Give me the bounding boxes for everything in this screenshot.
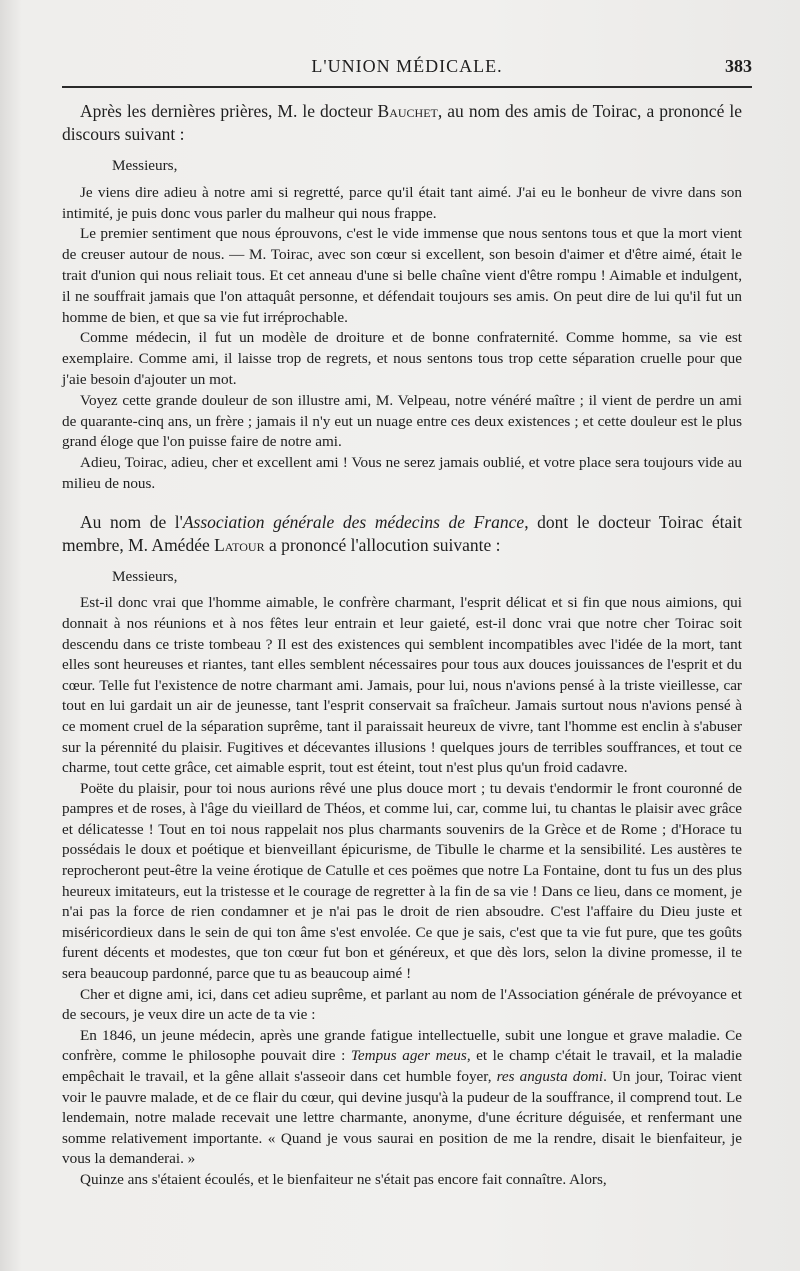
salutation: Messieurs, [112,567,178,585]
paragraph: Quinze ans s'étaient écoulés, et le bienfaiteur ne s'était pas encore fait connaître. Alors, [80,1170,607,1188]
speaker-name: Bauchet [377,101,438,121]
intro-text: Après les dernières prières, M. le docteur [80,101,378,121]
section-bauchet-speech [62,100,742,495]
speaker-name: Latour [214,534,265,555]
paragraph: Je viens dire adieu à notre ami si regretté, parce qu'il était tant aimé. J'ai eu le bonheur de vivre dans son intimité, je puis donc vous parler du malheur qui nous frappe. [62,183,742,222]
paragraph: Adieu, Toirac, adieu, cher et excellent ami ! Vous ne serez jamais oublié, et votre place sera toujours vide au milieu de nous. [62,454,742,492]
running-title: L'UNION MÉDICALE. [311,56,503,76]
intro-text: a prononcé l'allocution suivante : [264,534,501,555]
latin-quote: res angusta domi [496,1068,604,1085]
section-intro [62,511,742,557]
section-latour-speech [62,511,742,1191]
paragraph-text: . Un jour, Toirac vient voir le pauvre malade, et de ce flair du cœur, qui devine jusqu'à la pudeur de la souffrance, il comprend tout. Le lendemain, notre malade recevait une lettre charmante, anonyme, d'une écriture déguisée, et renfermant une somme relativement importante. « Quand je vous saurai en position de me la rendre, disait le bienfaiteur, je vous la demanderai. » [62,1068,742,1168]
association-name: Association générale des médecins de France [182,511,525,532]
salutation: Messieurs, [112,157,178,174]
page-header [62,56,752,82]
intro-text: Au nom de l' [80,511,183,532]
paragraph: Poëte du plaisir, pour toi nous aurions rêvé une plus douce mort ; tu devais t'endormir le front couronné de pampres et de roses, à l'âge du vieillard de Théos, et comme lui, car, comme lui, tu chantas le plaisir avec grâce et délicatesse ! Tout en toi nous rappelait nos plus charmants souvenirs de la Grèce et de Rome ; d'Horace tu possédais le doux et poétique et bienveillant épicurisme, de Tibulle le charme et la sensibilité. Les austères te reprocheront peut-être la veine érotique de Catulle et ces poëmes que notre La Fontaine, dont tu fus un des plus heureux imitateurs, eut la tristesse et le courage de regretter à la fin de sa vie ! Dans ce lieu, dans ce moment, je n'ai pas la force de rien condamner et je n'ai pas le droit de rien absoudre. C'est l'affaire du Dieu juste et miséricordieux dans le sein de qui ton âme s'est envolée. Ce que je sais, c'est que ta vie fut pure, que tes goûts furent décents et modestes, que ton cœur fut bon et généreux, et que dès lors, selon la divine promesse, il te sera beaucoup pardonné, parce que tu as beaucoup aimé ! [62,779,742,983]
paragraph: Cher et digne ami, ici, dans cet adieu suprême, et parlant au nom de l'Association générale de prévoyance et de secours, je veux dire un acte de ta vie : [62,985,742,1024]
section-intro [62,100,742,146]
page-number: 383 [725,56,752,76]
page-body [62,100,742,1191]
intro-text: , dont le docteur Toirac était membre, M. Amédée [62,511,742,555]
paragraph-text: En 1846, un jeune médecin, après une grande fatigue intellectuelle, subit une longue et grave maladie. Ce confrère, comme le philosophe pouvait dire : [62,1026,742,1065]
paragraph [62,1026,742,1170]
paragraph: Le premier sentiment que nous éprouvons, c'est le vide immense que nous sentons tous et que la mort vient de creuser autour de nous. — M. Toirac, avec son cœur si excellent, son besoin d'aimer et d'être aimé, était le trait d'union qui nous reliait tous. Et cet anneau d'une si belle chaîne vient d'être rompu ! Aimable et indulgent, il ne souffrait jamais que l'on attaquât personne, et défendait toujours ses amis. On peut dire de lui qu'il fut un homme de bien, et que sa vie fut irréprochable. [62,225,742,326]
paragraph: Comme médecin, il fut un modèle de droiture et de bonne confraternité. Comme homme, sa vie est exemplaire. Comme ami, il laisse trop de regrets, et nous sentons tous trop cette séparation cruelle pour que j'aie besoin d'ajouter un mot. [62,329,742,388]
header-rule [62,86,752,88]
intro-text: , au nom des amis de Toirac, a prononcé le discours suivant : [62,101,742,144]
latin-quote: Tempus ager meus [350,1047,467,1065]
paragraph-text: , et le champ c'était le travail, et la maladie empêchait le travail, et la gêne allait s'asseoir dans cet humble foyer, [62,1047,742,1085]
paragraph: Voyez cette grande douleur de son illustre ami, M. Velpeau, notre vénéré maître ; il vient de perdre un ami de quarante-cinq ans, un frère ; jamais il n'y eut un nuage entre ces deux existences ; et cette douleur est le plus grand éloge que l'on puisse faire de notre ami. [62,391,742,451]
paragraph: Est-il donc vrai que l'homme aimable, le confrère charmant, l'esprit délicat et si fin que nous aimions, qui donnait à nos réunions et à nos fêtes leur entrain et leur gaieté, est-il donc vrai que notre cher Toirac soit descendu dans ce triste tombeau ? Il est des existences qui semblent incompatibles avec l'idée de la mort, tant elles sont heureuses et riantes, tant elles semblent nécessaires pour tous aux douces jouissances de l'esprit et du cœur. Telle fut l'existence de notre charmant ami. Jamais, pour lui, nous n'avions pensé à la triste vieillesse, car tout en lui gardait un air de jeunesse, tant l'esprit conservait sa fraîcheur. Jamais surtout nous n'avions pensé à ce moment cruel de la séparation suprême, tant il paraissait heureux de vivre, tant l'homme est enclin à s'abuser sur la pérennité du plaisir. Fugitives et décevantes illusions ! quelques jours de terribles souffrances, et tout ce charme, tout cette grâce, cet aimable esprit, tout est éteint, tout n'est plus qu'un froid cadavre. [62,594,742,777]
